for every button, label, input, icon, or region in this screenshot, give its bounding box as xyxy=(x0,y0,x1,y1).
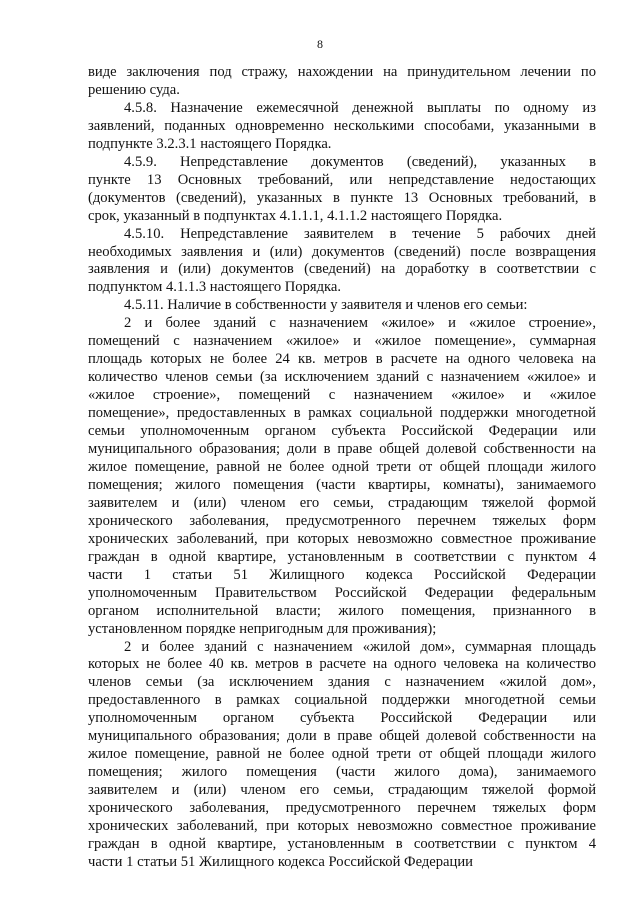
paragraph xyxy=(88,100,596,154)
text-line: подпунктом 4.1.1.3 настоящего Порядка. xyxy=(88,279,342,296)
text-line: «жилое строение», помещений с назначением «жилое» и «жилое xyxy=(88,387,596,404)
text-line: уполномоченным Правительством Российской Федерации федеральным xyxy=(88,584,596,601)
paragraph xyxy=(88,315,596,638)
text-line: хронического заболевания, предусмотренного перечнем тяжелых форм xyxy=(88,512,596,529)
document-body xyxy=(88,64,596,872)
text-line: помещения; жилого помещения (части жилого дома), занимаемого xyxy=(88,764,596,781)
text-line: муниципального образования; доли в праве общей долевой собственности на xyxy=(88,441,596,458)
text-line: семьи уполномоченным органом субъекта Российской Федерации или xyxy=(88,423,596,440)
text-line: решению суда. xyxy=(88,81,180,98)
paragraph xyxy=(88,64,596,100)
text-line: жилое помещение, равной не более одной трети от общей площади жилого xyxy=(88,746,596,763)
text-line: подпункте 3.2.3.1 настоящего Порядка. xyxy=(88,135,332,152)
text-line: хронических заболеваний, при которых невозможно совместное проживание xyxy=(88,530,596,547)
text-line: помещений с назначением «жилое» и «жилое помещение», суммарная xyxy=(88,333,596,350)
text-line: граждан в одной квартире, установленным в соответствии с пунктом 4 xyxy=(88,548,596,565)
text-line: заявлений, поданных одновременно несколькими способами, указанными в xyxy=(88,117,596,134)
text-line: пункте 13 Основных требований, или непредставление недостающих xyxy=(88,171,596,188)
text-line: установленном порядке непригодным для проживания); xyxy=(88,620,437,637)
text-line: заявления и (или) документов (сведений) на доработку в соответствии с xyxy=(88,261,596,278)
text-line: муниципального образования; доли в праве общей долевой собственности на xyxy=(88,728,596,745)
text-line: хронического заболевания, предусмотренного перечнем тяжелых форм xyxy=(88,800,596,817)
text-line: заявителем и (или) членом его семьи, страдающим тяжелой формой xyxy=(88,782,596,799)
page-number: 8 xyxy=(317,37,323,51)
text-line: необходимых заявления и (или) документов (сведений) после возвращения xyxy=(88,243,596,260)
text-line: 4.5.10. Непредставление заявителем в течение 5 рабочих дней xyxy=(124,225,596,242)
text-line: помещения; жилого помещения (части квартиры, комнаты), занимаемого xyxy=(88,476,596,493)
text-line: 4.5.9. Непредставление документов (сведений), указанных в xyxy=(124,153,596,170)
text-line: (документов (сведений), указанных в пункте 13 Основных требований, в xyxy=(88,189,596,206)
text-line: количество членов семьи (за исключением зданий с назначением «жилое» и xyxy=(88,369,596,386)
text-line: 2 и более зданий с назначением «жилой дом», суммарная площадь xyxy=(124,638,596,655)
text-line: части 1 статьи 51 Жилищного кодекса Российской Федерации xyxy=(88,853,473,870)
text-line: уполномоченным органом субъекта Российской Федерации или xyxy=(88,710,596,727)
text-line: жилое помещение, равной не более одной трети от общей площади жилого xyxy=(88,458,596,475)
text-line: граждан в одной квартире, установленным в соответствии с пунктом 4 xyxy=(88,835,596,852)
text-line: которых не более 40 кв. метров в расчете на одного человека на количество xyxy=(88,656,596,673)
paragraph xyxy=(88,297,596,315)
text-line: виде заключения под стражу, нахождении на принудительном лечении по xyxy=(88,64,596,80)
text-line: срок, указанный в подпунктах 4.1.1.1, 4.1.1.2 настоящего Порядка. xyxy=(88,207,503,224)
text-line: членов семьи (за исключением здания с назначением «жилой дом», xyxy=(88,674,596,691)
text-line: заявителем и (или) членом его семьи, страдающим тяжелой формой xyxy=(88,494,596,511)
paragraph xyxy=(88,154,596,226)
text-line: помещение», предоставленных в рамках социальной поддержки многодетной xyxy=(88,405,596,422)
paragraph xyxy=(88,639,596,872)
text-line: 4.5.11. Наличие в собственности у заявителя и членов его семьи: xyxy=(124,297,528,314)
text-line: предоставленного в рамках социальной поддержки многодетной семьи xyxy=(88,692,596,709)
text-line: 2 и более зданий с назначением «жилое» и «жилое строение», xyxy=(124,315,596,332)
text-line: части 1 статьи 51 Жилищного кодекса Российской Федерации xyxy=(88,566,596,583)
text-line: органом исполнительной власти; жилого помещения, признанного в xyxy=(88,602,596,619)
text-line: 4.5.8. Назначение ежемесячной денежной выплаты по одному из xyxy=(124,99,596,116)
paragraph xyxy=(88,226,596,298)
text-line: хронических заболеваний, при которых невозможно совместное проживание xyxy=(88,818,596,835)
text-line: площадь которых не более 24 кв. метров в расчете на одного человека на xyxy=(88,351,596,368)
